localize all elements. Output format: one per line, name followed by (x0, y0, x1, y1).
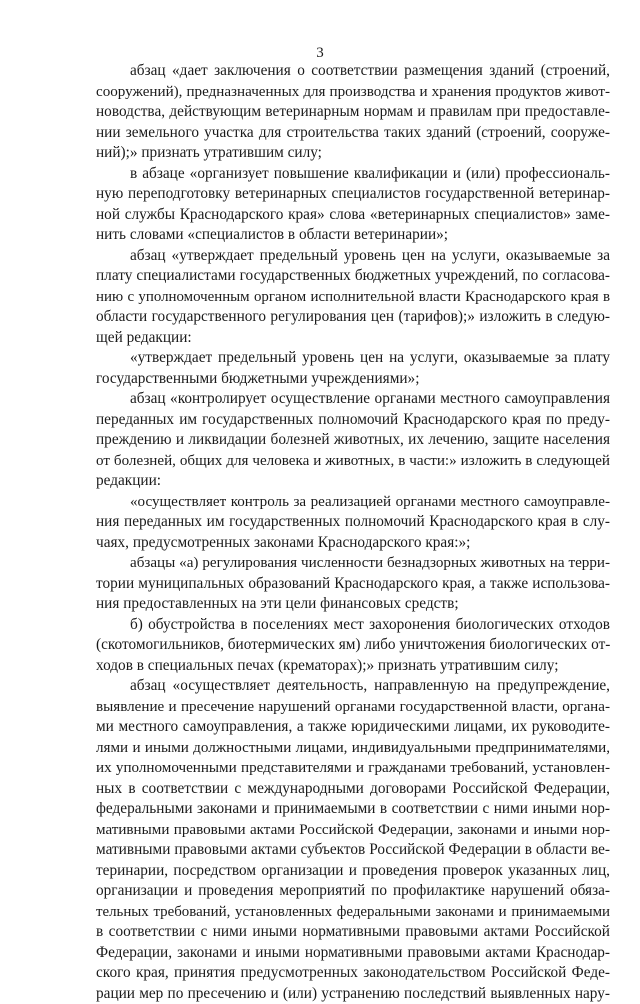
text-line: нии земельного участка для строительства таких зданий (строений, сооруже- (96, 123, 610, 144)
page-number: 3 (0, 44, 640, 62)
text-line: ния предоставленных на эти цели финансовых средств; (96, 594, 610, 615)
text-line: редакции: (96, 471, 610, 492)
text-line: абзац «осуществляет деятельность, направленную на предупреждение, (96, 676, 610, 697)
text-line: от болезней, общих для человека и животных, в части:» изложить в следующей (96, 451, 610, 472)
document-body (96, 61, 610, 1004)
text-line: организации и проведения мероприятий по профилактике нарушений обяза- (96, 881, 610, 902)
text-line: нию с уполномоченным органом исполнительной власти Краснодарского края в (96, 287, 610, 308)
text-line: рации мер по пресечению и (или) устранению последствий выявленных нару- (96, 984, 610, 1004)
text-line: области государственного регулирования цен (тарифов);» изложить в следую- (96, 307, 610, 328)
text-line: нить словами «специалистов в области ветеринарии»; (96, 225, 610, 246)
text-line: абзац «дает заключения о соответствии размещения зданий (строений, (96, 61, 610, 82)
text-line: «утверждает предельный уровень цен на услуги, оказываемые за плату (96, 348, 610, 369)
text-line: абзацы «а) регулирования численности безнадзорных животных на терри- (96, 553, 610, 574)
text-line: новодства, действующим ветеринарным нормам и правилам при предоставле- (96, 102, 610, 123)
text-line: б) обустройства в поселениях мест захоронения биологических отходов (96, 615, 610, 636)
text-line: в абзаце «организует повышение квалификации и (или) профессиональ- (96, 164, 610, 185)
text-line: преждению и ликвидации болезней животных, их лечению, защите населения (96, 430, 610, 451)
text-line: ний);» признать утратившим силу; (96, 143, 610, 164)
text-line: щей редакции: (96, 328, 610, 349)
text-line: их уполномоченными представителями и гражданами требований, установлен- (96, 758, 610, 779)
text-line: государственными бюджетными учреждениями»; (96, 369, 610, 390)
text-line: федеральными законами и принимаемыми в соответствии с ними иными нор- (96, 799, 610, 820)
text-line: мативными правовыми актами субъектов Российской Федерации в области ве- (96, 840, 610, 861)
text-line: абзац «утверждает предельный уровень цен на услуги, оказываемые за (96, 246, 610, 267)
text-line: сооружений), предназначенных для производства и хранения продуктов живот- (96, 82, 610, 103)
text-line: абзац «контролирует осуществление органами местного самоуправления (96, 389, 610, 410)
text-line: ходов в специальных печах (крематорах);» признать утратившим силу; (96, 656, 610, 677)
text-line: «осуществляет контроль за реализацией органами местного самоуправле- (96, 492, 610, 513)
text-line: в соответствии с ними иными нормативными правовыми актами Российской (96, 922, 610, 943)
text-line: лями и иными должностными лицами, индивидуальными предпринимателями, (96, 738, 610, 759)
text-line: ми местного самоуправления, а также юридическими лицами, их руководите- (96, 717, 610, 738)
text-line: тории муниципальных образований Краснодарского края, а также использова- (96, 574, 610, 595)
text-line: мативными правовыми актами Российской Федерации, законами и иными нор- (96, 820, 610, 841)
text-line: ную переподготовку ветеринарных специалистов государственной ветеринар- (96, 184, 610, 205)
text-line: плату специалистами государственных бюджетных учреждений, по согласова- (96, 266, 610, 287)
text-line: чаях, предусмотренных законами Краснодарского края:»; (96, 533, 610, 554)
text-line: ния переданных им государственных полномочий Краснодарского края в слу- (96, 512, 610, 533)
text-line: ского края, принятия предусмотренных законодательством Российской Феде- (96, 963, 610, 984)
text-line: теринарии, посредством организации и проведения проверок указанных лиц, (96, 861, 610, 882)
text-line: тельных требований, установленных федеральными законами и принимаемыми (96, 902, 610, 923)
text-line: ных в соответствии с международными договорами Российской Федерации, (96, 779, 610, 800)
text-line: выявление и пресечение нарушений органами государственной власти, органа- (96, 697, 610, 718)
text-line: ной службы Краснодарского края» слова «ветеринарных специалистов» заме- (96, 205, 610, 226)
text-line: переданных им государственных полномочий Краснодарского края по преду- (96, 410, 610, 431)
text-line: (скотомогильников, биотермических ям) либо уничтожения биологических от- (96, 635, 610, 656)
text-line: Федерации, законами и иными нормативными правовыми актами Краснодар- (96, 943, 610, 964)
